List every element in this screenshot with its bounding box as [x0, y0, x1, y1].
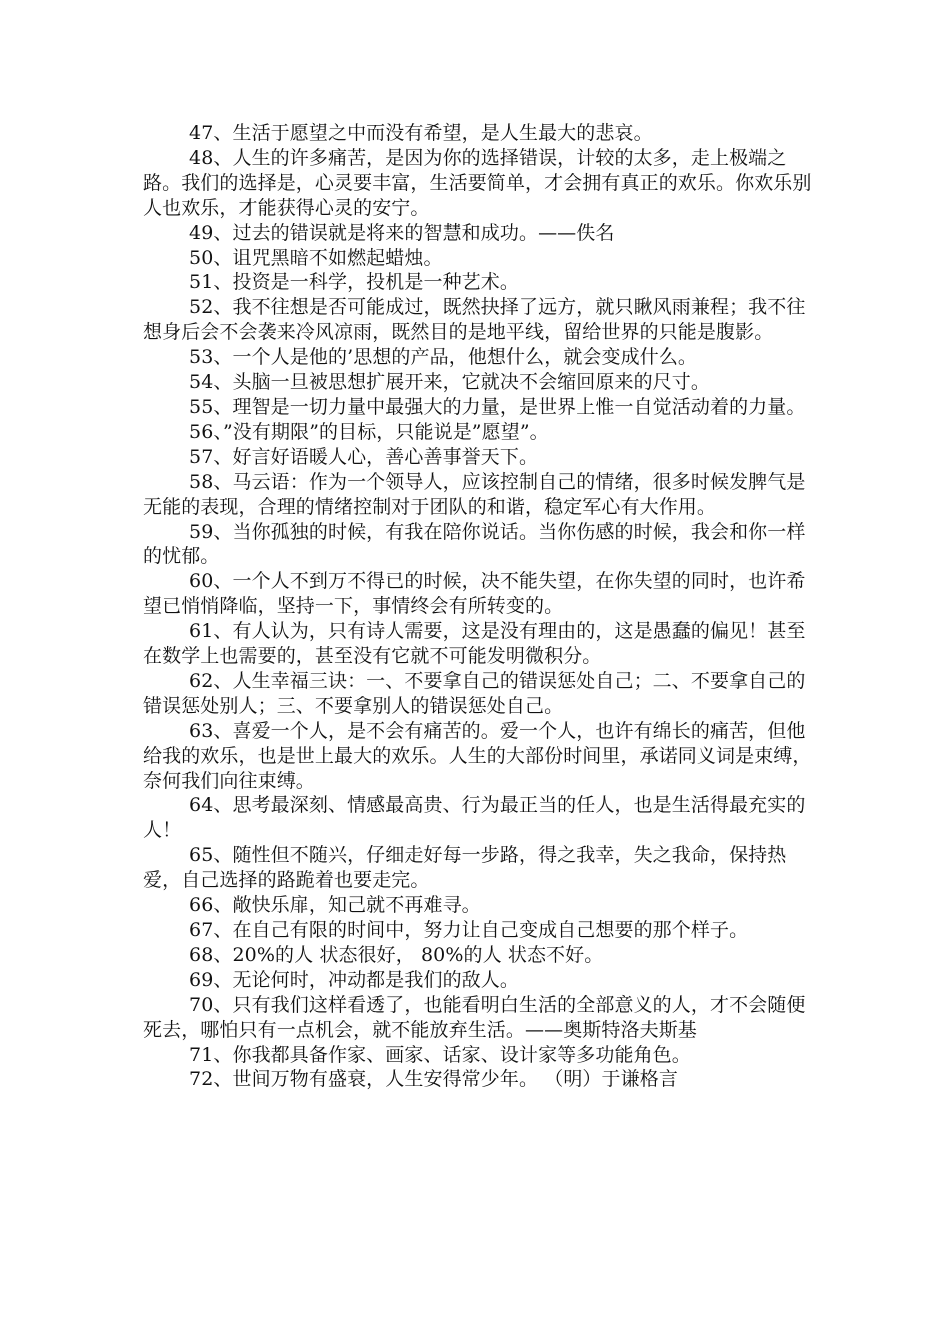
- quote-51: 51、投资是一科学，投机是一种艺术。: [189, 271, 519, 294]
- quote-64: 64、思考最深刻、情感最高贵、行为最正当的任人，也是生活得最充实的人！: [143, 794, 806, 842]
- quote-56: 56、”没有期限”的目标，只能说是”愿望”。: [189, 420, 549, 443]
- quote-71: 71、你我都具备作家、画家、话家、设计家等多功能角色。: [189, 1043, 691, 1066]
- quote-72: 72、世间万物有盛衰，人生安得常少年。 （明）于谦格言: [189, 1068, 678, 1091]
- quote-54: 54、头脑一旦被思想扩展开来，它就决不会缩回原来的尺寸。: [189, 371, 710, 394]
- quote-70: 70、只有我们这样看透了，也能看明白生活的全部意义的人，才不会随便死去，哪怕只有一点机会，就不能放弃生活。——奥斯特洛夫斯基: [143, 993, 806, 1041]
- quote-49: 49、过去的错误就是将来的智慧和成功。——佚名: [189, 221, 615, 244]
- quote-58: 58、马云语：作为一个领导人，应该控制自己的情绪，很多时候发脾气是无能的表现，合理的情绪控制对于团队的和谐，稳定军心有大作用。: [143, 470, 806, 518]
- quote-47: 47、生活于愿望之中而没有希望，是人生最大的悲哀。: [189, 122, 653, 144]
- quote-list: [143, 121, 813, 1092]
- quote-52: 52、我不往想是否可能成过，既然抉择了远方，就只瞅风雨兼程；我不往想身后会不会袭来冷风凉雨，既然目的是地平线，留给世界的只能是腹影。: [143, 296, 806, 344]
- quote-53: 53、一个人是他的’思想的产品，他想什么，就会变成什么。: [189, 346, 698, 369]
- quote-65: 65、随性但不随兴，仔细走好每一步路，得之我幸，失之我命，保持热爱，自己选择的路跪着也要走完。: [143, 844, 787, 892]
- quote-60: 60、一个人不到万不得已的时候，决不能失望，在你失望的同时，也许希望已悄悄降临，坚持一下，事情终会有所转变的。: [143, 570, 806, 618]
- quote-59: 59、当你孤独的时候，有我在陪你说话。当你伤感的时候，我会和你一样的忧郁。: [143, 520, 806, 568]
- quote-69: 69、无论何时，冲动都是我们的敌人。: [189, 968, 519, 991]
- quote-57: 57、好言好语暖人心，善心善事誉天下。: [189, 445, 539, 468]
- quote-55: 55、理智是一切力量中最强大的力量，是世界上惟一自觉活动着的力量。: [189, 395, 806, 418]
- quote-66: 66、敞快乐扉，知己就不再难寻。: [189, 894, 481, 917]
- quote-67: 67、在自己有限的时间中，努力让自己变成自己想要的那个样子。: [189, 919, 749, 941]
- quote-63: 63、喜爱一个人，是不会有痛苦的。爱一个人，也许有绵长的痛苦，但他给我的欢乐，也是世上最大的欢乐。人生的大部份时间里，承诺同义词是束缚，奈何我们向往束缚。: [143, 719, 812, 792]
- quote-62: 62、人生幸福三诀：一、不要拿自己的错误惩处自己；二、不要拿自己的错误惩处别人；三、不要拿别人的错误惩处自己。: [143, 669, 806, 717]
- quote-48: 48、人生的许多痛苦，是因为你的选择错误，计较的太多，走上极端之路。我们的选择是，心灵要丰富，生活要简单，才会拥有真正的欢乐。你欢乐别人也欢乐，才能获得心灵的安宁。: [143, 146, 812, 219]
- quote-50: 50、诅咒黑暗不如燃起蜡烛。: [189, 246, 443, 269]
- quote-68: 68、20%的人 状态很好， 80%的人 状态不好。: [189, 943, 604, 966]
- quote-61: 61、有人认为，只有诗人需要，这是没有理由的，这是愚蠢的偏见！甚至在数学上也需要的，甚至没有它就不可能发明微积分。: [143, 620, 806, 668]
